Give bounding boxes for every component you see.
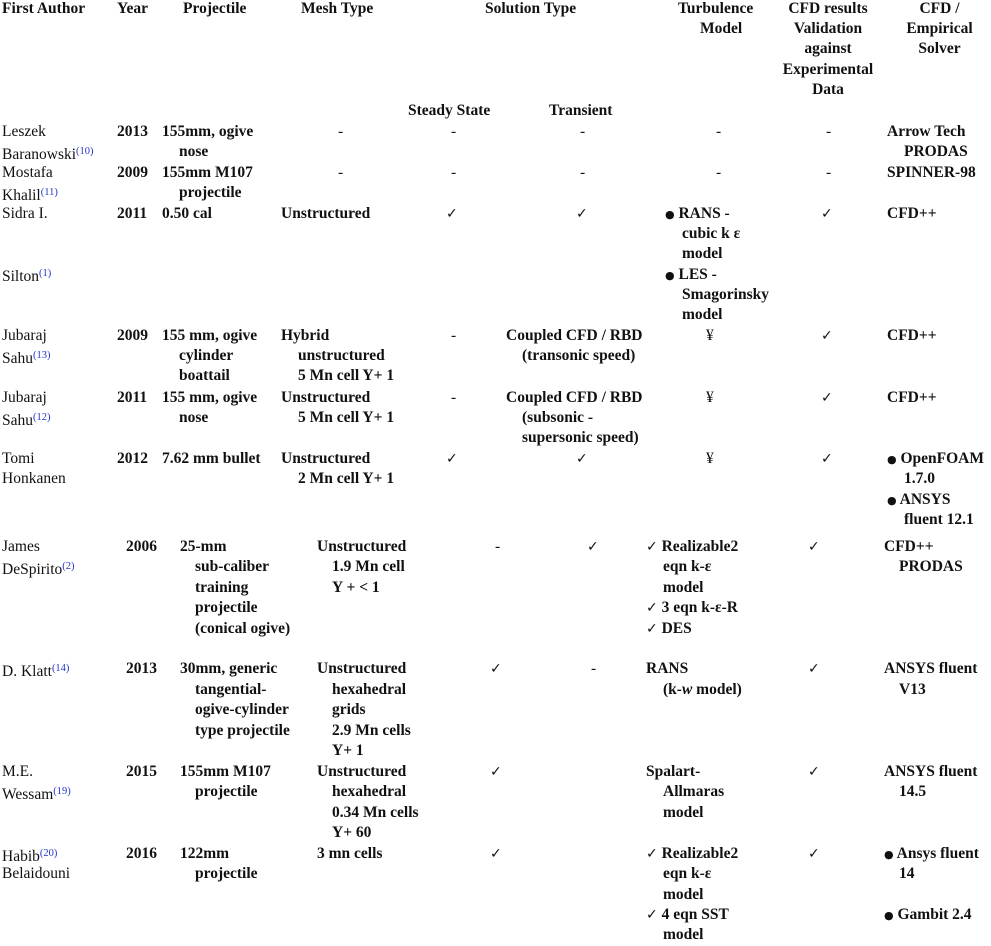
turbulence-cell: RANS [646,660,689,677]
projectile-cell: ogive-cylinder [195,701,289,718]
mesh-cell: Y+ 1 [332,742,364,759]
author-name: Belaidouni [2,865,71,882]
dash-mark: - [826,164,832,181]
check-mark: ✓ [646,621,658,637]
projectile-cell: 30mm, generic [180,660,278,677]
check-mark: ✓ [576,451,588,467]
turbulence-cell: model [663,886,704,903]
projectile-cell: 155mm, ogive [162,123,254,140]
projectile-cell: nose [179,143,209,160]
mesh-cell: Unstructured [317,763,407,780]
author-name: Silton$^{(1)}$ [2,268,52,285]
projectile-cell: 122mm [180,845,230,862]
solver-cell: ● Ansys fluent [884,845,979,862]
dash-mark: - [591,660,597,677]
turbulence-cell: model [663,579,704,596]
projectile-cell: training [195,579,249,596]
projectile-cell: tangential- [195,681,267,698]
mesh-cell: unstructured [298,347,385,364]
transient-cell: (subsonic - [522,409,594,426]
turbulence-cell: model [663,804,704,821]
check-mark: ✓ [808,764,820,780]
turbulence-cell: Smagorinsky [682,286,769,303]
solver-cell: V13 [899,681,926,698]
mesh-cell: hexahedral [332,681,407,698]
author-name: Jubaraj [2,327,47,344]
projectile-cell: cylinder [179,347,234,364]
dash-mark: - [451,164,457,181]
mesh-cell: 5 Mn cell Y+ 1 [298,409,395,426]
projectile-cell: 155mm M107 [180,763,271,780]
solver-cell: ● ANSYS [887,491,951,508]
header-turbulence-1: Turbulence [678,0,754,17]
header-first-author: First Author [2,0,86,17]
reference-link[interactable]: (19) [53,786,71,797]
projectile-cell: 25-mm [180,538,227,555]
check-mark: ✓ [490,764,502,780]
dash-mark: - [716,164,722,181]
header-transient: Transient [549,102,613,119]
mesh-cell: Y+ 60 [332,824,372,841]
author-name: James [2,538,40,555]
author-name: Wessam$^{(19)}$ [2,786,71,803]
mesh-cell: 2 Mn cell Y+ 1 [298,470,395,487]
dash-mark: - [338,164,344,181]
solver-cell: SPINNER-98 [887,164,976,181]
turbulence-cell: eqn k-ε [663,865,712,882]
mesh-cell: grids [332,701,366,718]
author-name: Sidra I. [2,205,48,222]
year-cell: 2013 [126,660,157,677]
turbulence-cell: model [663,926,704,943]
year-cell: 2015 [126,763,157,780]
check-mark: ✓ [821,206,833,222]
author-name: D. Klatt$^{(14)}$ [2,663,70,680]
check-mark: ✓ [446,451,458,467]
reference-link[interactable]: (10) [76,146,94,157]
projectile-cell: projectile [195,599,258,616]
mesh-cell: Unstructured [281,450,371,467]
reference-link[interactable]: (2) [62,561,75,572]
year-cell: 2009 [117,164,148,181]
bullet-icon: ● [665,208,675,221]
reference-link[interactable]: (14) [51,663,70,674]
transient-cell: (transonic speed) [522,347,636,364]
year-cell: 2013 [117,123,148,140]
check-mark: ✓ [646,907,658,923]
dash-mark: - [338,123,344,140]
header-steady-state: Steady State [408,102,491,119]
projectile-cell: nose [179,409,209,426]
check-mark: ✓ [490,661,502,677]
projectile-cell: 155mm M107 [162,164,253,181]
author-name: Khalil$^{(11)}$ [2,187,58,204]
turbulence-cell: model [682,245,723,262]
projectile-cell: 155 mm, ogive [162,327,258,344]
turbulence-cell: ● LES - [665,266,717,283]
turbulence-cell: Allmaras [663,783,725,800]
solver-cell: fluent 12.1 [904,511,974,528]
year-cell: 2006 [126,538,157,555]
solver-cell: CFD++ [887,327,937,344]
header-solution-type: Solution Type [485,0,577,17]
transient-cell: Coupled CFD / RBD [506,327,643,344]
year-cell: 2011 [117,205,148,222]
turbulence-cell: model [682,306,723,323]
bullet-icon: ● [887,453,897,466]
author-name: Jubaraj [2,389,47,406]
mesh-cell: Unstructured [281,205,371,222]
check-mark: ✓ [808,539,820,555]
check-mark: ✓ [808,661,820,677]
solver-cell: ANSYS fluent [884,660,978,677]
mesh-cell: Hybrid [281,327,330,344]
author-name: DeSpirito$^{(2)}$ [2,561,75,578]
reference-link[interactable]: (13) [33,350,51,361]
turbulence-cell: ✓ DES [646,620,692,637]
projectile-cell: projectile [179,184,242,201]
reference-link[interactable]: (20) [39,848,58,859]
check-mark: ✓ [646,846,658,862]
dash-mark: - [580,123,586,140]
projectile-cell: boattail [179,367,230,384]
turbulence-cell: Spalart- [646,763,701,780]
yen-mark: ¥ [706,327,714,344]
mesh-cell: 1.9 Mn cell [332,558,405,575]
dash-mark: - [495,538,501,555]
solver-cell: ANSYS fluent [884,763,978,780]
header-year: Year [117,0,148,17]
transient-cell: supersonic speed) [522,429,639,446]
author-name: Mostafa [2,164,53,181]
mesh-cell: 2.9 Mn cells [332,722,411,739]
turbulence-cell: (k-w model) [663,681,742,698]
projectile-cell: projectile [195,783,258,800]
projectile-cell: 0.50 cal [162,205,212,222]
author-name: Leszek [2,123,46,140]
header-validation-5: Data [812,81,844,98]
author-name: Habib$^{(20)}$ [2,848,58,865]
bullet-icon: ● [665,269,675,282]
header-solver-1: CFD / [919,0,960,17]
check-mark: ✓ [821,451,833,467]
projectile-cell: 155 mm, ogive [162,389,258,406]
author-name: Sahu$^{(13)}$ [2,350,51,367]
yen-mark: ¥ [706,450,714,467]
turbulence-cell: ✓ Realizable2 [646,538,739,555]
solver-cell: 14.5 [899,783,927,800]
check-mark: ✓ [646,539,658,555]
author-name: M.E. [2,763,33,780]
projectile-cell: projectile [195,865,258,882]
projectile-cell: sub-caliber [195,558,270,575]
turbulence-cell: ✓ 3 eqn k-ε-R [646,599,738,616]
check-mark: ✓ [490,846,502,862]
solver-cell: CFD++ [884,538,934,555]
solver-cell: CFD++ [887,205,937,222]
author-name: Tomi [2,450,35,467]
yen-mark: ¥ [706,389,714,406]
mesh-cell: Unstructured [281,389,371,406]
check-mark: ✓ [446,206,458,222]
header-validation-1: CFD results [788,0,868,17]
bullet-icon: ● [887,494,897,507]
check-mark: ✓ [808,846,820,862]
dash-mark: - [580,164,586,181]
mesh-cell: Unstructured [317,538,407,555]
author-name: Sahu$^{(12)}$ [2,412,51,429]
turbulence-cell: ✓ Realizable2 [646,845,739,862]
check-mark: ✓ [646,600,658,616]
solver-cell: PRODAS [899,558,963,575]
author-name: Baranowski$^{(10)}$ [2,146,94,163]
bullet-icon: ● [884,848,894,861]
projectile-cell: (conical ogive) [195,620,291,637]
year-cell: 2011 [117,389,148,406]
header-solver-3: Solver [918,40,961,57]
solver-cell: 14 [899,865,915,882]
reference-link[interactable]: (1) [39,268,52,279]
header-validation-4: Experimental [782,61,874,78]
year-cell: 2009 [117,327,148,344]
solver-cell: ● Gambit 2.4 [884,906,972,923]
mesh-cell: Unstructured [317,660,407,677]
bullet-icon: ● [884,909,894,922]
dash-mark: - [716,123,722,140]
header-projectile: Projectile [183,0,247,17]
header-validation-2: Validation [793,20,863,37]
turbulence-cell: eqn k-ε [663,558,712,575]
mesh-cell: hexahedral [332,783,407,800]
solver-cell: ● OpenFOAM [887,450,985,467]
check-mark: ✓ [576,206,588,222]
projectile-cell: type projectile [195,722,290,739]
projectile-cell: 7.62 mm bullet [162,450,261,467]
header-solver-2: Empirical [906,20,973,37]
turbulence-cell: ● RANS - [665,205,730,222]
solver-cell: Arrow Tech [887,123,966,140]
year-cell: 2012 [117,450,148,467]
check-mark: ✓ [821,328,833,344]
check-mark: ✓ [821,390,833,406]
turbulence-cell: ✓ 4 eqn SST [646,906,729,923]
header-mesh-type: Mesh Type [301,0,374,17]
dash-mark: - [451,327,457,344]
year-cell: 2016 [126,845,157,862]
dash-mark: - [451,389,457,406]
mesh-cell: 3 mn cells [317,845,383,862]
solver-cell: PRODAS [904,143,968,160]
check-mark: ✓ [587,539,599,555]
solver-cell: CFD++ [887,389,937,406]
author-name: Honkanen [2,470,66,487]
mesh-cell: 5 Mn cell Y+ 1 [298,367,395,384]
mesh-cell: 0.34 Mn cells [332,804,419,821]
mesh-cell: Y + < 1 [332,579,380,596]
turbulence-cell: cubic k ε [682,225,741,242]
solver-cell: 1.7.0 [904,470,935,487]
header-turbulence-2: Model [700,20,743,37]
header-validation-3: against [804,40,852,57]
dash-mark: - [451,123,457,140]
reference-link[interactable]: (11) [40,187,58,198]
reference-link[interactable]: (12) [33,412,51,423]
transient-cell: Coupled CFD / RBD [506,389,643,406]
dash-mark: - [826,123,832,140]
